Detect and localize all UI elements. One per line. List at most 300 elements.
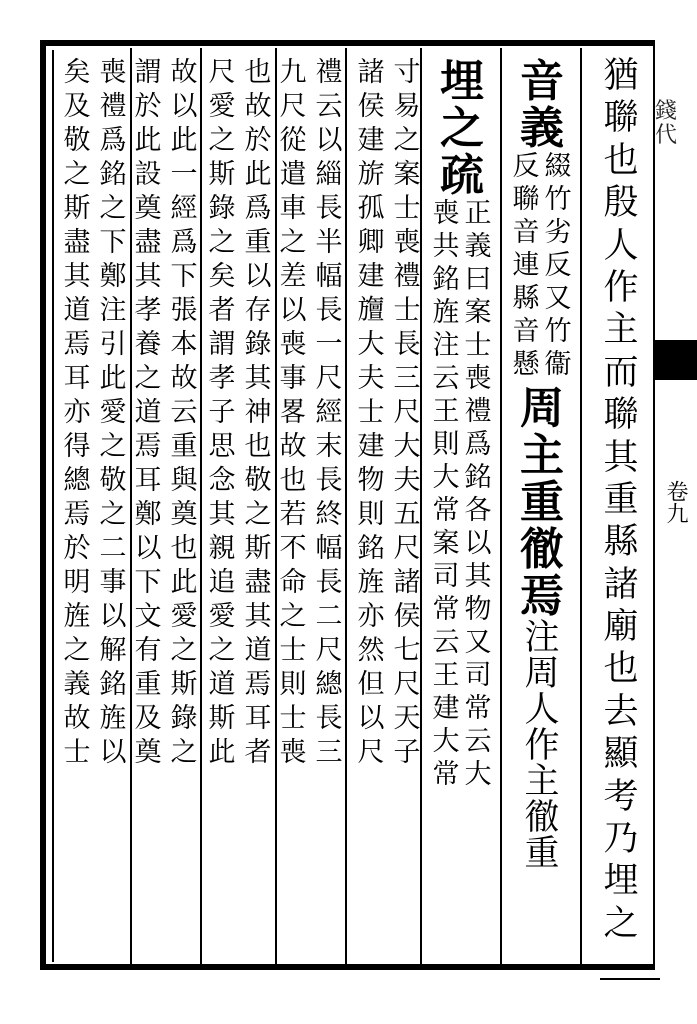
glyph: 事: [279, 363, 307, 394]
glyph: 亦: [357, 601, 385, 632]
glyph: 之: [440, 103, 484, 154]
glyph: 幅: [315, 533, 343, 564]
glyph: 以: [99, 737, 127, 768]
glyph: 本: [170, 329, 198, 360]
glyph: 廟: [603, 607, 639, 648]
glyph: 易: [393, 91, 421, 122]
glyph: 則: [432, 429, 460, 460]
glyph: 主: [520, 430, 564, 481]
glyph: 以: [244, 261, 272, 292]
glyph: 旌: [432, 297, 460, 328]
glyph: 張: [170, 295, 198, 326]
glyph: 爲: [99, 125, 127, 156]
main-text: [520, 385, 564, 872]
annotation-line: [463, 199, 493, 789]
glyph: 云: [432, 363, 460, 394]
annotation-line: [543, 152, 573, 379]
glyph: 禮: [315, 57, 343, 88]
heading: [440, 58, 484, 199]
text-line: [62, 58, 92, 767]
glyph: 銘: [432, 264, 460, 295]
glyph: 於: [244, 125, 272, 156]
glyph: 從: [279, 125, 307, 156]
glyph: 大: [432, 726, 460, 757]
text-column-2: [506, 58, 578, 958]
glyph: 劣: [544, 217, 572, 248]
glyph: 設: [134, 159, 162, 190]
glyph: 則: [357, 499, 385, 530]
glyph: 得: [63, 431, 91, 462]
glyph: 以: [357, 703, 385, 734]
glyph: 思: [208, 431, 236, 462]
glyph: 此: [170, 125, 198, 156]
glyph: 考: [603, 776, 639, 817]
text-column-4: [350, 58, 422, 767]
glyph: 竹: [544, 184, 572, 215]
glyph: 及: [134, 703, 162, 734]
glyph: 旜: [357, 295, 385, 326]
glyph: 敬: [63, 125, 91, 156]
glyph: 長: [315, 465, 343, 496]
glyph: 則: [279, 669, 307, 700]
glyph: 諸: [357, 57, 385, 88]
glyph: 銘: [99, 669, 127, 700]
glyph: 其: [63, 261, 91, 292]
glyph: 爲: [170, 227, 198, 258]
text-line: [392, 58, 422, 767]
glyph: 侯: [357, 91, 385, 122]
glyph: 懸: [512, 349, 540, 380]
glyph: 重: [170, 431, 198, 462]
glyph: 終: [315, 499, 343, 530]
glyph: 愛: [208, 601, 236, 632]
glyph: 尺: [279, 91, 307, 122]
glyph: 尺: [315, 363, 343, 394]
glyph: 明: [63, 567, 91, 598]
glyph: 士: [393, 295, 421, 326]
glyph: 反: [512, 151, 540, 182]
glyph: 云: [432, 627, 460, 658]
glyph: 司: [432, 561, 460, 592]
glyph: 曰: [464, 264, 492, 295]
glyph: 子: [208, 397, 236, 428]
glyph: 之: [63, 635, 91, 666]
margin-label: 卷九: [663, 480, 688, 524]
glyph: 謂: [134, 57, 162, 88]
glyph: 義: [63, 669, 91, 700]
glyph: 作: [603, 267, 639, 308]
glyph: 解: [99, 635, 127, 666]
column-text: [431, 58, 493, 789]
glyph: 與: [170, 465, 198, 496]
glyph: 九: [279, 57, 307, 88]
glyph: 此: [208, 737, 236, 768]
glyph: 常: [432, 594, 460, 625]
glyph: 焉: [63, 329, 91, 360]
glyph: 夫: [393, 465, 421, 496]
glyph: 大: [432, 462, 460, 493]
glyph: 焉: [63, 499, 91, 530]
glyph: 縣: [512, 283, 540, 314]
glyph: 義: [520, 103, 564, 154]
glyph: 又: [464, 627, 492, 658]
glyph: 乃: [603, 819, 639, 860]
glyph: 七: [393, 635, 421, 666]
glyph: 其: [244, 601, 272, 632]
glyph: 一: [315, 329, 343, 360]
glyph: 之: [99, 499, 127, 530]
glyph: 長: [393, 329, 421, 360]
glyph: 以: [99, 601, 127, 632]
glyph: 之: [244, 499, 272, 530]
glyph: 天: [393, 703, 421, 734]
glyph: 耳: [244, 703, 272, 734]
glyph: 盡: [244, 567, 272, 598]
glyph: 孤: [357, 193, 385, 224]
glyph: 周: [520, 383, 564, 434]
glyph: 斯: [208, 159, 236, 190]
glyph: 物: [464, 594, 492, 625]
glyph: 士: [279, 703, 307, 734]
glyph: 孝: [134, 295, 162, 326]
glyph: 文: [134, 601, 162, 632]
glyph: 疏: [440, 150, 484, 201]
glyph: 之: [170, 737, 198, 768]
glyph: 云: [464, 726, 492, 757]
glyph: 主: [603, 310, 639, 351]
margin-char: 錢代: [655, 99, 678, 148]
glyph: 卿: [357, 227, 385, 258]
column-divider: [580, 48, 582, 966]
column-text: [603, 58, 638, 942]
glyph: 下: [134, 567, 162, 598]
glyph: 有: [134, 635, 162, 666]
glyph: 又: [544, 283, 572, 314]
glyph: 斯: [208, 703, 236, 734]
glyph: 其: [208, 499, 236, 530]
glyph: 耳: [134, 465, 162, 496]
glyph: 盡: [63, 227, 91, 258]
glyph: 連: [512, 250, 540, 281]
glyph: 云: [170, 397, 198, 428]
text-column-8: [60, 58, 128, 767]
glyph: 之: [134, 363, 162, 394]
glyph: 禮: [393, 261, 421, 292]
glyph: 然: [357, 635, 385, 666]
glyph: 之: [170, 635, 198, 666]
glyph: 下: [170, 261, 198, 292]
glyph: 尺: [208, 57, 236, 88]
glyph: 人: [603, 225, 639, 266]
glyph: 殷: [603, 183, 639, 224]
glyph: 錄: [170, 703, 198, 734]
glyph: 縣: [603, 522, 639, 563]
glyph: 道: [134, 397, 162, 428]
glyph: 主: [524, 762, 560, 802]
glyph: 去: [603, 691, 639, 732]
glyph: 旂: [357, 159, 385, 190]
glyph: 之: [63, 159, 91, 190]
glyph: 鄭: [99, 261, 127, 292]
column-divider: [275, 48, 277, 966]
glyph: 徹: [520, 524, 564, 575]
glyph: 義: [464, 231, 492, 262]
glyph: 之: [208, 227, 236, 258]
glyph: 也: [603, 140, 639, 181]
glyph: 亦: [63, 397, 91, 428]
glyph: 埋: [603, 861, 639, 902]
glyph: 幅: [315, 261, 343, 292]
text-column-3: [426, 58, 498, 958]
glyph: 經: [170, 193, 198, 224]
glyph: 一: [170, 159, 198, 190]
glyph: 夫: [357, 363, 385, 394]
glyph: 以: [134, 533, 162, 564]
glyph: 此: [170, 567, 198, 598]
column-divider: [200, 48, 202, 966]
heading: [520, 58, 564, 152]
glyph: 鄭: [134, 499, 162, 530]
glyph: 道: [63, 295, 91, 326]
column-divider: [500, 48, 502, 966]
glyph: 長: [315, 567, 343, 598]
glyph: 也: [603, 649, 639, 690]
glyph: 謂: [208, 329, 236, 360]
glyph: 焉: [520, 571, 564, 622]
glyph: 銘: [464, 462, 492, 493]
glyph: 及: [63, 91, 91, 122]
glyph: 尺: [357, 737, 385, 768]
glyph: 爲: [244, 193, 272, 224]
glyph: 愛: [170, 601, 198, 632]
glyph: 追: [208, 567, 236, 598]
glyph: 喪: [464, 363, 492, 394]
glyph: 司: [464, 660, 492, 691]
glyph: 於: [63, 533, 91, 564]
text-line: [314, 58, 344, 767]
glyph: 長: [315, 295, 343, 326]
glyph: 半: [315, 227, 343, 258]
glyph: 錄: [244, 329, 272, 360]
glyph: 案: [432, 528, 460, 559]
glyph: 也: [170, 533, 198, 564]
text-column-7: [135, 58, 199, 767]
glyph: 侯: [393, 601, 421, 632]
glyph: 故: [170, 57, 198, 88]
glyph: 焉: [134, 431, 162, 462]
glyph: 尺: [393, 533, 421, 564]
glyph: 緇: [315, 159, 343, 190]
glyph: 總: [315, 669, 343, 700]
glyph: 之: [603, 903, 639, 944]
glyph: 二: [315, 601, 343, 632]
glyph: 云: [315, 91, 343, 122]
glyph: 錄: [208, 193, 236, 224]
glyph: 聯: [512, 184, 540, 215]
glyph: 大: [357, 329, 385, 360]
glyph: 焉: [244, 669, 272, 700]
glyph: 矣: [208, 261, 236, 292]
glyph: 重: [520, 477, 564, 528]
glyph: 矣: [63, 57, 91, 88]
glyph: 奠: [134, 193, 162, 224]
glyph: 旌: [357, 567, 385, 598]
glyph: 常: [432, 495, 460, 526]
text-line: [133, 58, 163, 767]
glyph: 三: [315, 737, 343, 768]
glyph: 物: [357, 465, 385, 496]
glyph: 念: [208, 465, 236, 496]
glyph: 尺: [315, 635, 343, 666]
glyph: 以: [170, 91, 198, 122]
glyph: 故: [244, 91, 272, 122]
glyph: 顯: [603, 734, 639, 775]
glyph: 存: [244, 295, 272, 326]
glyph: 喪: [279, 329, 307, 360]
glyph: 二: [99, 533, 127, 564]
glyph: 重: [524, 834, 560, 874]
glyph: 音: [512, 217, 540, 248]
glyph: 士: [279, 635, 307, 666]
glyph: 敬: [244, 465, 272, 496]
glyph: 士: [63, 737, 91, 768]
glyph: 注: [99, 295, 127, 326]
glyph: 建: [432, 693, 460, 724]
glyph: 之: [99, 193, 127, 224]
glyph: 事: [99, 567, 127, 598]
glyph: 愛: [99, 397, 127, 428]
glyph: 此: [99, 363, 127, 394]
glyph: 士: [357, 397, 385, 428]
glyph: 作: [524, 726, 560, 766]
glyph: 正: [464, 198, 492, 229]
glyph: 以: [315, 125, 343, 156]
glyph: 但: [357, 669, 385, 700]
glyph: 案: [464, 297, 492, 328]
glyph: 奠: [170, 499, 198, 530]
glyph: 三: [393, 363, 421, 394]
annotation-pair: [431, 199, 493, 789]
glyph: 道: [244, 635, 272, 666]
glyph: 畧: [279, 397, 307, 428]
glyph: 銘: [357, 533, 385, 564]
glyph: 其: [603, 437, 639, 478]
glyph: 重: [244, 227, 272, 258]
glyph: 反: [544, 250, 572, 281]
glyph: 也: [279, 465, 307, 496]
glyph: 盡: [134, 227, 162, 258]
glyph: 之: [279, 227, 307, 258]
glyph: 各: [464, 495, 492, 526]
glyph: 故: [63, 703, 91, 734]
glyph: 差: [279, 261, 307, 292]
glyph: 聯: [603, 98, 639, 139]
glyph: 親: [208, 533, 236, 564]
glyph: 遣: [279, 159, 307, 190]
glyph: 也: [244, 57, 272, 88]
glyph: 神: [244, 397, 272, 428]
text-column-5: [280, 58, 344, 767]
glyph: 若: [279, 499, 307, 530]
glyph: 綴: [544, 151, 572, 182]
annotation-line: [511, 152, 541, 379]
glyph: 耳: [63, 363, 91, 394]
column-text: [511, 58, 573, 872]
glyph: 末: [315, 431, 343, 462]
glyph: 人: [524, 690, 560, 730]
glyph: 以: [464, 528, 492, 559]
text-line: [207, 58, 237, 767]
glyph: 此: [244, 159, 272, 190]
column-divider: [345, 48, 347, 966]
glyph: 而: [603, 352, 639, 393]
glyph: 之: [208, 125, 236, 156]
glyph: 旌: [99, 703, 127, 734]
glyph: 也: [244, 431, 272, 462]
glyph: 建: [357, 125, 385, 156]
glyph: 諸: [603, 564, 639, 605]
glyph: 案: [393, 159, 421, 190]
glyph: 大: [464, 759, 492, 790]
glyph: 斯: [170, 669, 198, 700]
glyph: 五: [393, 499, 421, 530]
glyph: 王: [432, 660, 460, 691]
margin-bar: [655, 340, 697, 380]
glyph: 斯: [63, 193, 91, 224]
text-line: [169, 58, 199, 767]
column-divider: [130, 48, 132, 966]
page-margin-strip: [653, 40, 697, 970]
text-line: [98, 58, 128, 767]
glyph: 埋: [440, 56, 484, 107]
glyph: 長: [315, 703, 343, 734]
glyph: 者: [208, 295, 236, 326]
glyph: 喪: [99, 57, 127, 88]
margin-text: [655, 100, 693, 148]
glyph: 喪: [393, 227, 421, 258]
glyph: 音: [512, 316, 540, 347]
glyph: 之: [393, 125, 421, 156]
glyph: 經: [315, 397, 343, 428]
glyph: 大: [393, 431, 421, 462]
glyph: 旌: [63, 601, 91, 632]
glyph: 下: [99, 227, 127, 258]
glyph: 喪: [279, 737, 307, 768]
annotation-pair: [511, 152, 573, 379]
glyph: 注: [524, 618, 560, 658]
glyph: 者: [244, 737, 272, 768]
glyph: 子: [393, 737, 421, 768]
glyph: 寸: [393, 57, 421, 88]
glyph: 之: [208, 635, 236, 666]
glyph: 音: [520, 56, 564, 107]
glyph: 之: [99, 431, 127, 462]
glyph: 禮: [99, 91, 127, 122]
glyph: 尺: [393, 397, 421, 428]
glyph: 尺: [393, 669, 421, 700]
glyph: 長: [315, 193, 343, 224]
glyph: 養: [134, 329, 162, 360]
glyph: 徹: [524, 798, 560, 838]
glyph: 以: [279, 295, 307, 326]
glyph: 竹: [544, 316, 572, 347]
glyph: 重: [134, 669, 162, 700]
glyph: 故: [279, 431, 307, 462]
glyph: 周: [524, 654, 560, 694]
text-line: [278, 58, 308, 767]
glyph: 之: [279, 601, 307, 632]
glyph: 建: [357, 431, 385, 462]
